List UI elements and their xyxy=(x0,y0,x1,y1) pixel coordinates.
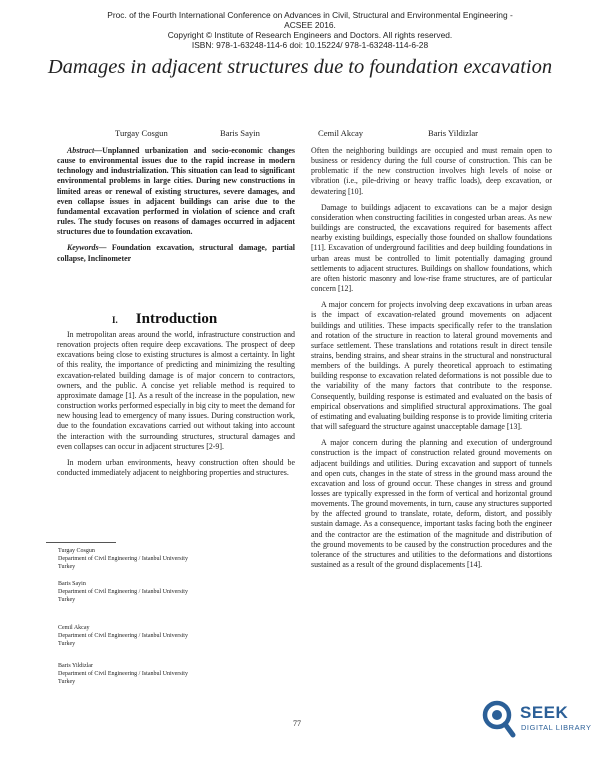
affiliation-1 xyxy=(58,547,188,571)
body-paragraph-3: A major concern for projects involving deep excavations in urban areas is the impact of excavation-related ground movements on adjacent buildings and utilities. These impacts specifically refer to the translation and rotation of the structure in reaction to lateral ground movements and surface settlement. These translations and rotations result in direct tensile strains, bending strains, and shear strains in the structural and nonstructural members of the buildings. A purely theoretical approach to estimating building response to excavation related deformations is not possible due to the variability of the many factors that contribute to the response. Consequently, building response is estimated and evaluated on the basis of empirical observations and simplified structural approximations. The goal of estimating and evaluating building response is to provide limiting criteria that will safeguard the structure against unacceptable damage [13]. xyxy=(311,300,552,432)
section-title: Introduction xyxy=(135,311,218,327)
affiliation-name: Baris Yildizlar xyxy=(58,663,93,669)
section-heading xyxy=(112,311,217,328)
author-4: Baris Yildizlar xyxy=(428,128,479,138)
keywords xyxy=(57,243,295,263)
affiliation-name: Cemil Akcay xyxy=(58,625,90,631)
intro-paragraph-2: In modern urban environments, heavy construction often should be conducted immediately adjacent to neighboring properties and structures. xyxy=(57,457,295,478)
affiliation-name: Baris Sayin xyxy=(58,581,86,587)
left-column-top xyxy=(57,146,295,270)
abstract-text: Unplanned urbanization and socio-economic changes cause to environmental issues due to the rapid increase in modern technology and industrialization. This situation can lead to significant environmental problems in large cities. During new constructions in limited areas or renewal of existing structures, severe damages, and even collapse issues in adjacent buildings can arise due to the fundamental excavation performed in violation of science and craft rules. The study focuses on reasons of damages occurred in adjacent structures due to foundation excavation. xyxy=(57,146,295,237)
keywords-label: Keywords— xyxy=(67,243,107,253)
affiliation-dept: Department of Civil Engineering / Istanbul University xyxy=(58,633,188,640)
affiliation-country: Turkey xyxy=(58,597,76,604)
affiliation-dept: Department of Civil Engineering / Istanbul University xyxy=(58,671,188,678)
header-line-1: Proc. of the Fourth International Conference on Advances in Civil, Structural and Environmental Engineering - ACSEE 2016. xyxy=(107,10,513,30)
header-line-2: Copyright © Institute of Research Engineers and Doctors. All rights reserved. xyxy=(167,30,453,40)
conference-header xyxy=(100,10,520,50)
section-number: I. xyxy=(112,315,118,325)
affiliation-3 xyxy=(58,624,188,648)
author-3: Cemil Akcay xyxy=(318,128,364,138)
affiliation-dept: Department of Civil Engineering / Istanbul University xyxy=(58,589,188,596)
author-2: Baris Sayin xyxy=(220,128,260,138)
seek-logo-icon xyxy=(482,698,516,738)
left-column-body xyxy=(57,330,295,484)
affiliation-country: Turkey xyxy=(58,679,76,686)
header-line-3: ISBN: 978-1-63248-114-6 doi: 10.15224/ 978-1-63248-114-6-28 xyxy=(191,40,429,50)
footnote-rule xyxy=(46,542,116,543)
affiliation-4 xyxy=(58,662,188,686)
body-paragraph-2: Damage to buildings adjacent to excavations can be a major design consideration when constructing facilities in congested urban areas. As new buildings are constructed, the excavations required for basements affect nearby existing buildings, especially those founded on shallow foundations [11]. Excavation of underground facilities and deep building foundations in urban areas must be controlled to limit potentially damaging ground settlements to adjacent structures. Buildings on shallow foundations, which are often historic masonry and low-rise frame structures, are of particular concern [12]. xyxy=(311,202,552,294)
affiliation-country: Turkey xyxy=(58,564,76,571)
logo-subtitle: DIGITAL LIBRARY xyxy=(521,723,592,732)
right-column xyxy=(311,146,552,576)
seek-logo[interactable] xyxy=(482,696,592,744)
affiliation-name: Turgay Cosgun xyxy=(58,548,95,554)
paper-title: Damages in adjacent structures due to foundation excavation xyxy=(47,56,553,78)
body-paragraph-4: A major concern during the planning and execution of underground construction is the impact of construction related ground movements on adjacent buildings and utilities. During excavation and support of tunnels and open cuts, changes in the state of stress in the ground mass around the excavation and loss of ground occur. These changes in stress and ground losses are typically expressed in the form of vertical and horizontal ground movements. The ground movements, in turn, cause any structures supported by the affected ground to translate, rotate, deform, distort, and possibly sustain damage. As a consequence, important tasks facing both the engineer and the contractor are the estimation of the magnitude and distribution of the ground movements to be caused by the construction procedures and the tolerance of the structures and utilities to the deformations and distortions sustained as a result of the ground displacements [14]. xyxy=(311,438,552,570)
page-number: 77 xyxy=(293,719,301,728)
body-paragraph-1: Often the neighboring buildings are occupied and must remain open to business or residency during the full course of construction. This can be problematic if the new construction involves high levels of noise or vibration (i.e., pile-driving or heavy traffic loads), deep excavation, or dewatering [10]. xyxy=(311,146,552,196)
intro-paragraph-1: In metropolitan areas around the world, infrastructure construction and renovation projects often require deep excavations. The prospect of deep excavations being close to existing structures is almost a certainty. In light of this reality, the importance of predicting and minimizing the resulting excavation-related building damage is of major concern to contractors, owners, and the public. A concise yet reliable method is required to approximate damage [1]. As a result of the increase in the population, new construction works performed especially in big city to meet the demand for new housing lead to emergency of many issues. During construction work, due to the foundation excavations carried out without taking into account the interaction with the surrounding structures, structural damages and even collapses can occur in adjacent structures [2-9]. xyxy=(57,330,295,451)
keywords-text: Foundation excavation, structural damage, partial collapse, Inclinometer xyxy=(57,243,295,263)
abstract-label: Abstract— xyxy=(67,146,103,155)
affiliation-country: Turkey xyxy=(58,641,76,648)
abstract xyxy=(57,146,295,237)
affiliation-2 xyxy=(58,580,188,604)
logo-name: SEEK xyxy=(520,703,569,722)
author-1: Turgay Cosgun xyxy=(115,128,168,138)
affiliation-dept: Department of Civil Engineering / Istanbul University xyxy=(58,556,188,563)
